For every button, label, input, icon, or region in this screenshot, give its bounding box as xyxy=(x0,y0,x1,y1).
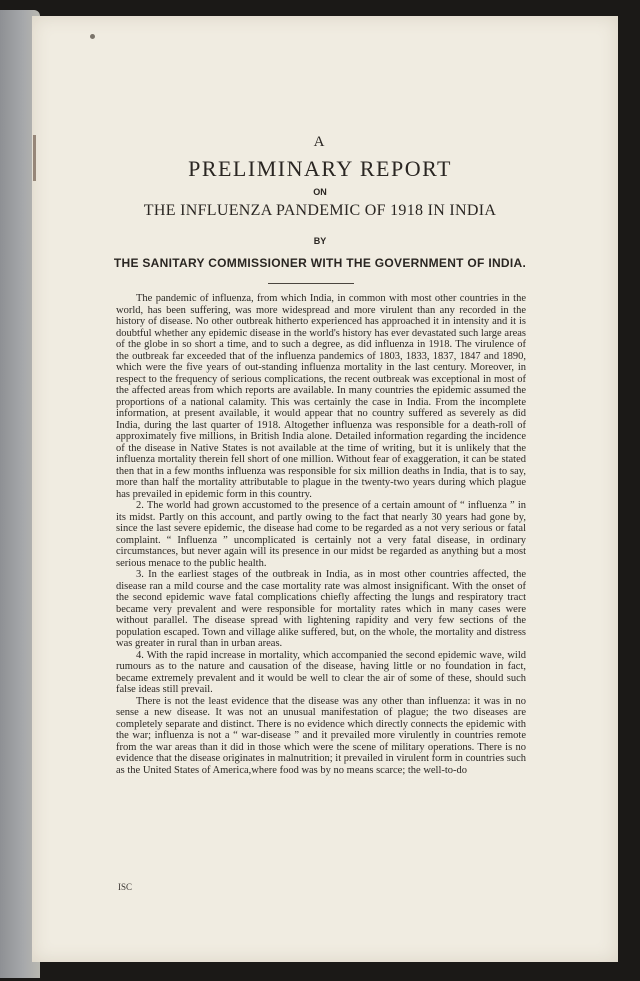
title-article: A xyxy=(313,134,327,150)
report-author: THE SANITARY COMMISSIONER WITH THE GOVERNMENT OF INDIA. xyxy=(113,256,527,270)
paragraph-4: 4. With the rapid increase in mortality, which accompanied the second epidemic wave, wild rumours as to the nature and causation of the disease, having little or no foundation in fact, became extremely prevalent and it would be well to clear the air of some of these, should such false ideas still prevail. xyxy=(116,649,526,695)
title-divider xyxy=(268,283,354,284)
title-on: ON xyxy=(313,187,327,197)
paragraph-5: There is not the least evidence that the disease was any other than influenza: it was in no sense a new disease. It was not an unusual manifestation of plague; the two diseases are completely separate and distinct. There is no evidence which directly connects the epidemic with the war; influenza is not a “ war-disease ” and it prevailed more virulently in countries remote from the war areas than it did in those which were the scene of military operations. There is no evidence that the disease originates in malnutrition; it prevailed in virulent form in countries such as the United States of America,where food was by no means scarce; the well-to-do xyxy=(116,695,526,776)
title-by: BY xyxy=(313,236,327,246)
page-speck xyxy=(90,34,95,39)
report-subject: THE INFLUENZA PANDEMIC OF 1918 IN INDIA xyxy=(143,202,497,219)
report-title: PRELIMINARY REPORT xyxy=(188,156,452,181)
paragraph-3: 3. In the earliest stages of the outbreak in India, as in most other countries affected, the disease ran a mild course and the case mortality rate was almost insignificant. With the onset of the second epidemic wave fatal complications chiefly affecting the lungs and respiratory tract became very prevalent and were responsible for mortality rates which in many cases were without parallel. The disease spread with lightening rapidity and very few sections of the population escaped. Town and village alike suffered, but, on the whole, the mortality and distress was greater in rural than in urban areas. xyxy=(116,569,526,649)
footer-code: ISC xyxy=(118,882,133,892)
report-body xyxy=(116,293,526,776)
paragraph-2: 2. The world had grown accustomed to the presence of a certain amount of “ influenza ” in its midst. Partly on this account, and partly owing to the fact that nearly 30 years had gone by, since the last severe epidemic, the disease had come to be regarded as a not very serious or fatal complaint. “ Influenza ” uncomplicated is certainly not a very fatal disease, in ordinary circumstances, but never again will its presence in our midst be regarded as anything but a most serious menace to the public health. xyxy=(116,500,526,569)
paragraph-1: The pandemic of influenza, from which India, in common with most other countries in the world, has been suffering, was more widespread and more virulent than any recorded in the history of disease. No other outbreak hitherto experienced has approached it in intensity and it is doubtful whether any epidemic disease in the world's history has ever devastated such large areas of the globe in so short a time, and to such a degree, as did influenza in 1918. The virulence of the outbreak far exceeded that of the influenza pandemics of 1803, 1833, 1837, 1847 and 1890, which were the five years of out-standing influenza mortality in the last century. Moreover, in respect to the frequency of serious complications, the recent outbreak was exceptional in most of the affected areas from which reports are available. In many countries the epidemic assumed the proportions of a national calamity. This was certainly the case in India. From the incomplete information, at present available, it would appear that no country suffered as severely as did India, during the last quarter of 1918. Altogether influenza was responsible for a death-roll of approximately five millions, in British India alone. Detailed information regarding the incidence of the disease in Native States is not available at the time of writing, but it is unlikely that the influenza mortality therein fell short of one million. Without fear of exaggeration, it can be stated then that in a few months influenza was responsible for six million deaths in India, that is to say, more than half the mortality attributable to plague in the twenty-two years during which plague has prevailed in epidemic form in this country. xyxy=(116,293,526,500)
